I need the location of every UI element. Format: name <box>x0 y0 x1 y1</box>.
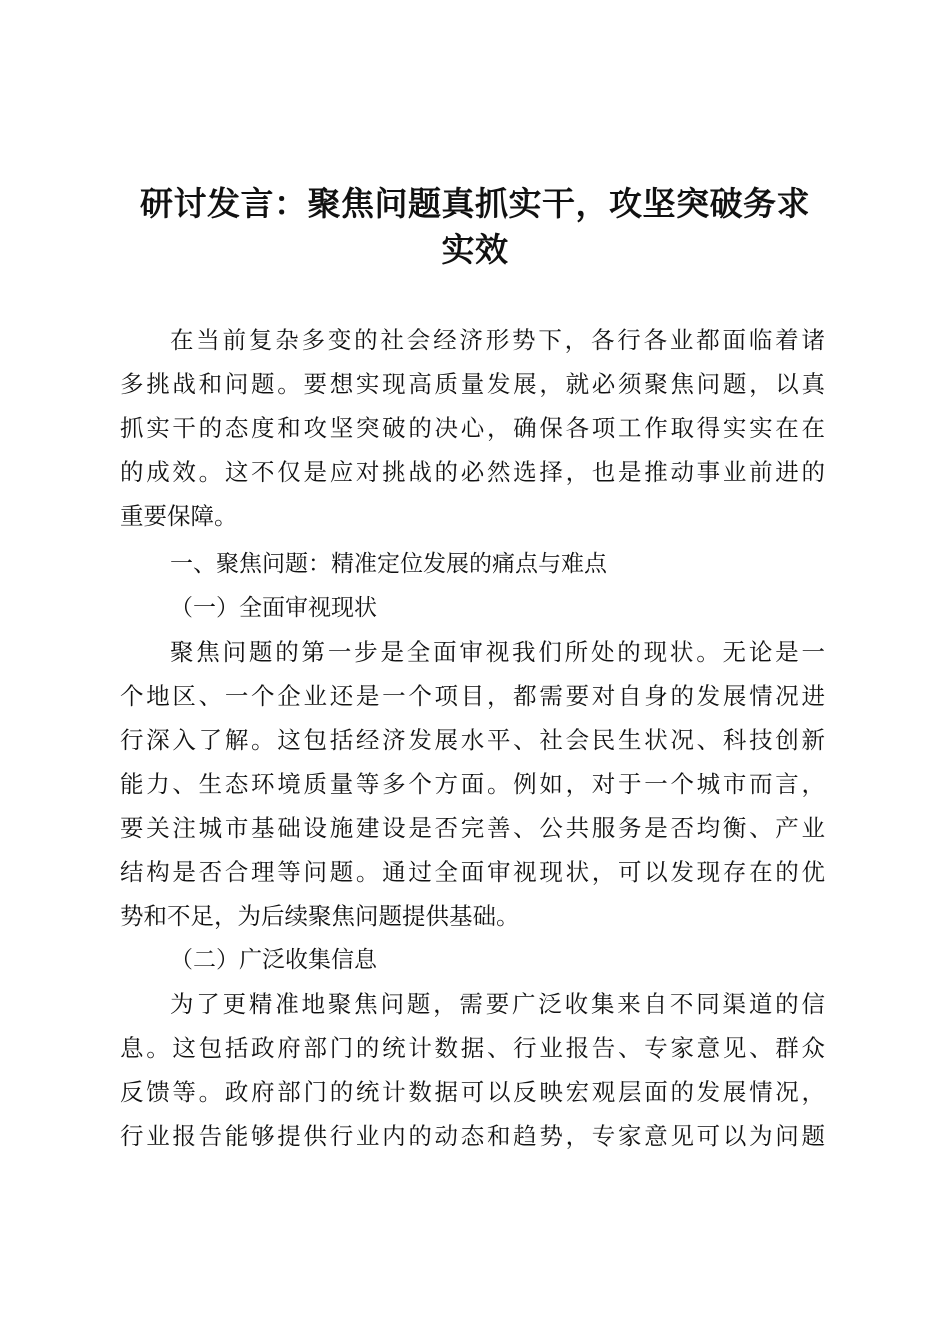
document-title-line-1: 研讨发言：聚焦问题真抓实干，攻坚突破务求 <box>140 184 810 223</box>
section-1-heading: 一、聚焦问题：精准定位发展的痛点与难点 <box>170 551 607 577</box>
subsection-1-heading: （一）全面审视现状 <box>170 595 377 621</box>
sub2-line-1: 为了更精准地聚焦问题，需要广泛收集来自不同渠道的信 <box>170 990 825 1018</box>
sub1-line-1: 聚焦问题的第一步是全面审视我们所处的现状。无论是一 <box>170 638 825 666</box>
sub1-line-6: 结构是否合理等问题。通过全面审视现状，可以发现存在的优 <box>120 858 825 886</box>
sub1-line-2: 个地区、一个企业还是一个项目，都需要对自身的发展情况进 <box>120 682 825 710</box>
intro-line-4: 的成效。这不仅是应对挑战的必然选择，也是推动事业前进的 <box>120 458 825 486</box>
sub2-line-4: 行业报告能够提供行业内的动态和趋势，专家意见可以为问题 <box>120 1122 825 1150</box>
sub2-line-3: 反馈等。政府部门的统计数据可以反映宏观层面的发展情况， <box>120 1078 825 1106</box>
sub2-line-2: 息。这包括政府部门的统计数据、行业报告、专家意见、群众 <box>120 1034 825 1062</box>
sub1-line-5: 要关注城市基础设施建设是否完善、公共服务是否均衡、产业 <box>120 814 825 842</box>
subsection-2-heading: （二）广泛收集信息 <box>170 947 377 973</box>
intro-line-2: 多挑战和问题。要想实现高质量发展，就必须聚焦问题，以真 <box>120 370 825 398</box>
sub1-line-4: 能力、生态环境质量等多个方面。例如，对于一个城市而言， <box>120 770 825 798</box>
document-title-line-2: 实效 <box>441 230 509 269</box>
intro-line-5: 重要保障。 <box>120 502 238 530</box>
intro-line-3: 抓实干的态度和攻坚突破的决心，确保各项工作取得实实在在 <box>120 414 825 442</box>
sub1-line-7: 势和不足，为后续聚焦问题提供基础。 <box>120 902 520 930</box>
sub1-line-3: 行深入了解。这包括经济发展水平、社会民生状况、科技创新 <box>120 726 825 754</box>
intro-line-1: 在当前复杂多变的社会经济形势下，各行各业都面临着诸 <box>170 326 825 354</box>
